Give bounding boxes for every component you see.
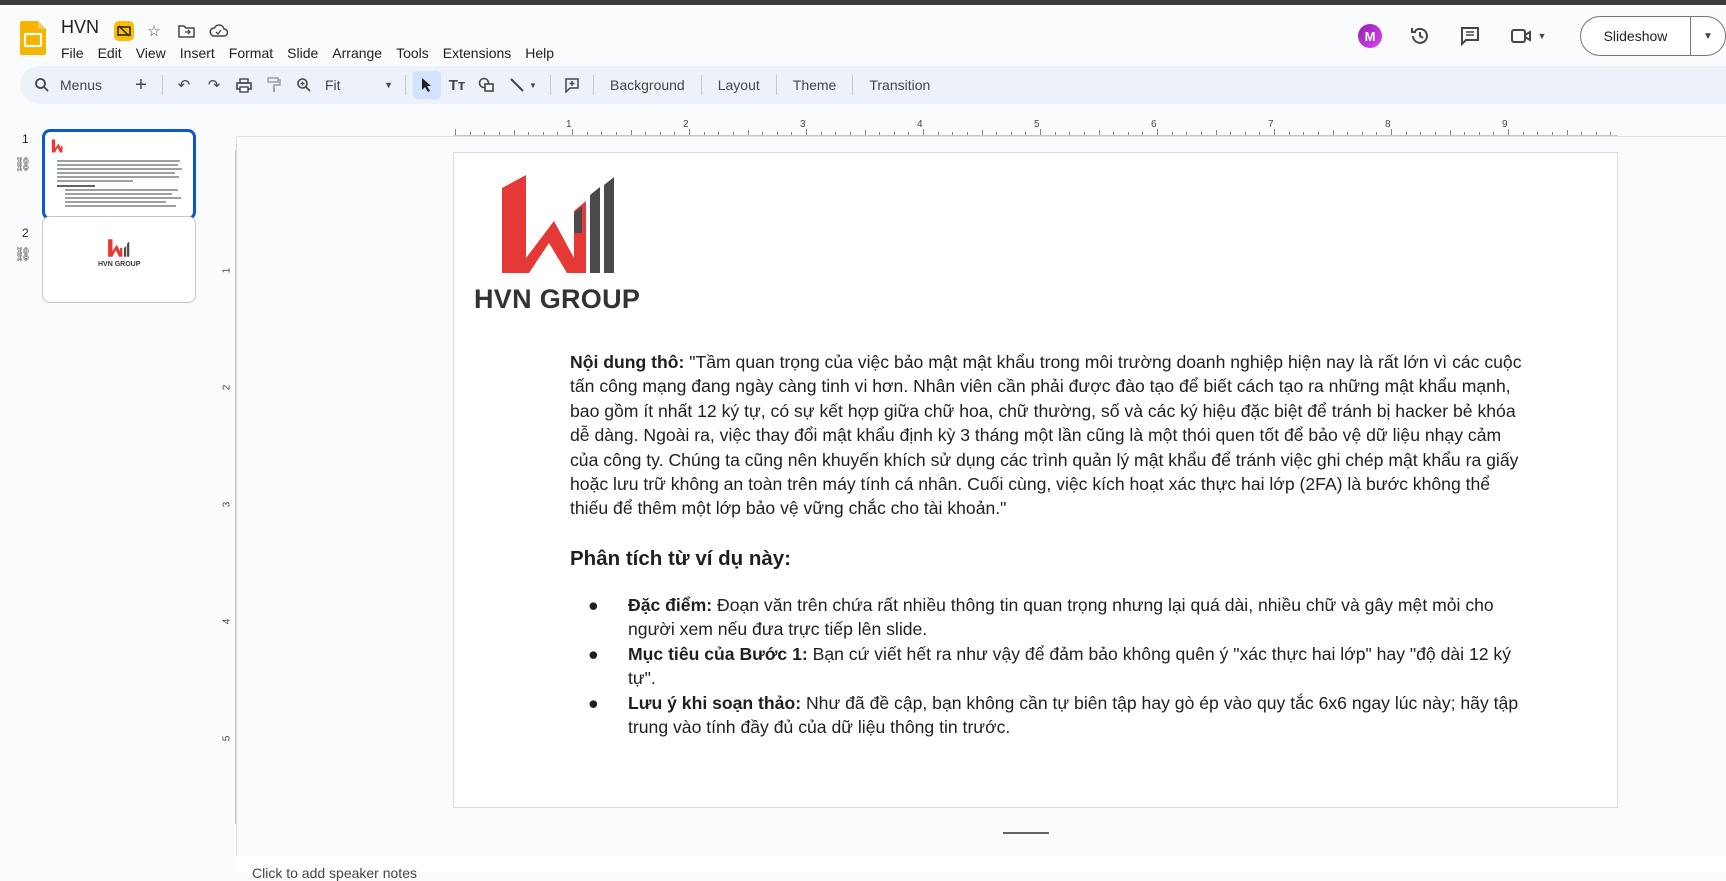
zoom-icon xyxy=(296,77,312,93)
vertical-ruler xyxy=(221,150,236,824)
ruler-label: 6 xyxy=(1151,119,1157,130)
ruler-tick xyxy=(748,130,749,135)
speaker-notes[interactable] xyxy=(236,856,1726,881)
ruler-tick xyxy=(982,130,983,135)
select-tool-button[interactable] xyxy=(413,71,441,99)
bullet-text: Bạn cứ viết hết ra như vậy để đảm bảo không quên ý "xác thực hai lớp" hay "độ dài 12 ký tự". xyxy=(628,643,1512,689)
shapes-icon xyxy=(478,77,496,93)
slide-thumbnail[interactable] xyxy=(42,216,196,303)
slideshow-label[interactable]: Slideshow xyxy=(1581,17,1691,55)
toolbar-divider xyxy=(593,75,594,95)
ruler-tick xyxy=(514,130,515,135)
new-slide-button[interactable] xyxy=(127,71,155,99)
ruler-tick xyxy=(1099,130,1100,135)
toolbar xyxy=(20,66,1726,104)
video-camera-icon xyxy=(1510,27,1532,45)
menu-help[interactable]: Help xyxy=(525,45,555,61)
ruler-tick xyxy=(1596,132,1597,135)
ruler-tick xyxy=(1274,129,1275,135)
bullet-item xyxy=(570,593,1530,642)
ruler-tick xyxy=(865,130,866,135)
raw-content-text: "Tầm quan trọng của việc bảo mật mật khẩu trong môi trường doanh nghiệp hiện nay là rất lớn vì các cuộc tấn công mạng đang ngày càng tinh vi hơn. Nhân viên cần phải được đào tạo để biết cách tạo ra những mật khẩu mạnh, bao gồm ít nhất 12 ký tự, có sự kết hợp giữa chữ hoa, chữ thường, số và các ký hiệu đặc biệt để tránh bị hacker bẻ khóa dễ dàng. Ngoài ra, việc thay đổi mật khẩu định kỳ 3 tháng một lần cũng là một thói quen tốt để bảo vệ dữ liệu nhạy cảm của công ty. Chúng ta cũng nên khuyến khích sử dụng các trình quản lý mật khẩu để tránh việc ghi chép mật khẩu ra giấy hoặc lưu trữ không an toàn trên máy tính cá nhân. Cuối cùng, việc kích hoạt xác thực hai lớp (2FA) là bước không thể thiếu để thêm một lớp bảo vệ vững chắc cho tài khoản." xyxy=(570,352,1522,519)
ruler-label: 2 xyxy=(221,384,233,391)
menu-edit[interactable]: Edit xyxy=(97,45,122,61)
linked-slide-icon: ⛓ xyxy=(14,246,32,262)
ruler-tick xyxy=(1289,132,1290,135)
menu-file[interactable]: File xyxy=(61,45,84,61)
ruler-tick xyxy=(791,132,792,135)
ruler-tick xyxy=(952,132,953,135)
toolbar-divider xyxy=(701,75,702,95)
ruler-tick xyxy=(1113,132,1114,135)
toolbar-divider xyxy=(405,75,406,95)
version-history-button[interactable] xyxy=(1400,16,1440,56)
slide-number: 1 xyxy=(22,132,29,146)
thumbnail-text-lines xyxy=(57,160,183,209)
star-icon[interactable]: ☆ xyxy=(147,23,161,40)
raw-content-label: Nội dung thô: xyxy=(570,352,685,372)
title-icons xyxy=(114,19,230,43)
ruler-tick xyxy=(543,132,544,135)
ruler-tick xyxy=(1523,132,1524,135)
ruler-tick xyxy=(1581,132,1582,135)
ruler-label: 2 xyxy=(683,119,689,130)
extension-m-icon: M xyxy=(1358,24,1382,48)
ruler-tick xyxy=(455,129,456,135)
ruler-tick xyxy=(733,132,734,135)
ruler-tick xyxy=(1610,132,1611,135)
print-button[interactable] xyxy=(230,71,258,99)
linked-slide-icon: ⛓ xyxy=(14,156,32,172)
zoom-value: Fit xyxy=(325,77,341,93)
menus-search-label: Menus xyxy=(60,77,103,93)
add-comment-button[interactable] xyxy=(558,71,586,99)
menu-slide[interactable]: Slide xyxy=(287,45,319,61)
slide-thumbnail[interactable] xyxy=(42,129,196,220)
menu-extensions[interactable]: Extensions xyxy=(442,45,512,61)
ruler-tick xyxy=(806,129,807,135)
ruler-tick xyxy=(1376,132,1377,135)
horizontal-ruler xyxy=(453,118,1618,136)
app-header xyxy=(0,5,1726,65)
zoom-button[interactable] xyxy=(290,71,318,99)
menu-insert[interactable]: Insert xyxy=(179,45,215,61)
ruler-tick xyxy=(1435,132,1436,135)
plus-icon: + xyxy=(135,73,147,96)
ruler-tick xyxy=(1172,132,1173,135)
ruler-tick xyxy=(1464,132,1465,135)
line-icon xyxy=(509,77,525,93)
ruler-tick xyxy=(908,132,909,135)
ruler-tick xyxy=(1552,132,1553,135)
ruler-tick xyxy=(1391,129,1392,135)
background-button[interactable]: Background xyxy=(610,77,685,93)
ruler-tick xyxy=(1216,130,1217,135)
speaker-notes-placeholder: Click to add speaker notes xyxy=(252,865,417,881)
bullet-label: Mục tiêu của Bước 1: xyxy=(628,643,808,664)
ruler-tick xyxy=(470,132,471,135)
ruler-tick xyxy=(1450,130,1451,135)
ruler-tick xyxy=(689,129,690,135)
redo-icon: ↷ xyxy=(207,77,221,94)
ruler-tick xyxy=(1259,132,1260,135)
bullet-text: Đoạn văn trên chứa rất nhiều thông tin quan trọng nhưng lại quá dài, nhiều chữ và gây mệt mỏi cho người xem nếu đưa trực tiếp lên slide. xyxy=(628,595,1494,640)
menu-bar xyxy=(54,43,561,63)
ruler-tick xyxy=(631,130,632,135)
ruler-tick xyxy=(1186,132,1187,135)
slideshow-dropdown-icon[interactable]: ▼ xyxy=(1703,30,1713,42)
ruler-tick xyxy=(1128,132,1129,135)
history-icon xyxy=(1409,25,1431,47)
ruler-tick xyxy=(1025,132,1026,135)
ruler-tick xyxy=(616,132,617,135)
ruler-tick xyxy=(557,132,558,135)
undo-button[interactable] xyxy=(170,71,198,99)
ruler-tick xyxy=(1040,129,1041,135)
paint-format-button[interactable] xyxy=(260,71,288,99)
ruler-tick xyxy=(996,132,997,135)
ruler-label: 7 xyxy=(1268,119,1274,130)
toolbar-divider xyxy=(550,75,551,95)
ruler-tick xyxy=(660,132,661,135)
ruler-tick xyxy=(587,132,588,135)
notes-resize-handle[interactable] xyxy=(1003,832,1049,834)
search-icon xyxy=(34,77,50,93)
ruler-tick xyxy=(1303,132,1304,135)
ruler-tick xyxy=(528,132,529,135)
ruler-tick xyxy=(499,132,500,135)
ruler-tick xyxy=(1318,132,1319,135)
slide-filmstrip xyxy=(0,122,205,862)
ruler-tick xyxy=(850,132,851,135)
ruler-tick xyxy=(1084,132,1085,135)
ruler-tick xyxy=(645,132,646,135)
bullet-dot-icon: ● xyxy=(588,692,599,713)
slide-number: 2 xyxy=(22,226,29,240)
move-folder-icon[interactable] xyxy=(174,19,198,43)
extension-button[interactable] xyxy=(1350,16,1390,56)
shape-button[interactable] xyxy=(473,71,501,99)
ruler-label: 3 xyxy=(800,119,806,130)
line-button[interactable] xyxy=(503,71,543,99)
ruler-tick xyxy=(967,132,968,135)
hvn-logo-icon xyxy=(474,173,624,293)
cursor-arrow-icon xyxy=(420,77,434,93)
raw-content-paragraph[interactable] xyxy=(570,350,1530,521)
ruler-tick xyxy=(1230,132,1231,135)
ruler-tick xyxy=(1245,132,1246,135)
ruler-label: 8 xyxy=(1385,119,1391,130)
menu-format[interactable]: Format xyxy=(228,45,274,61)
slideshow-button[interactable] xyxy=(1580,16,1726,56)
toolbar-divider xyxy=(852,75,853,95)
menu-arrange[interactable]: Arrange xyxy=(332,45,383,61)
ruler-tick xyxy=(879,132,880,135)
transition-button[interactable]: Transition xyxy=(869,77,931,93)
hvn-logo-text: HVN GROUP xyxy=(474,284,641,314)
menus-search[interactable] xyxy=(30,71,126,99)
bullet-dot-icon: ● xyxy=(588,643,599,664)
ruler-tick xyxy=(601,132,602,135)
print-icon xyxy=(236,78,252,93)
meet-button[interactable] xyxy=(1500,16,1556,56)
text-box-icon: Tт xyxy=(448,76,466,94)
thumbnail-logo xyxy=(51,136,69,156)
ruler-tick xyxy=(674,132,675,135)
bullet-label: Lưu ý khi soạn thảo: xyxy=(628,692,802,713)
theme-button[interactable]: Theme xyxy=(792,77,837,93)
ruler-label: 1 xyxy=(566,119,572,130)
ruler-tick xyxy=(1406,132,1407,135)
ruler-tick xyxy=(1537,132,1538,135)
ruler-tick xyxy=(1347,132,1348,135)
ruler-tick xyxy=(1508,129,1509,135)
bullet-dot-icon: ● xyxy=(588,595,599,615)
comments-button[interactable] xyxy=(1450,16,1490,56)
ruler-label: 5 xyxy=(221,735,233,742)
ruler-tick xyxy=(1479,132,1480,135)
chevron-down-icon: ▼ xyxy=(1537,31,1547,41)
menu-tools[interactable]: Tools xyxy=(396,45,429,61)
ruler-label: 3 xyxy=(221,501,233,508)
slides-logo-icon[interactable] xyxy=(20,21,46,55)
ruler-tick xyxy=(572,129,573,135)
ruler-tick xyxy=(1201,132,1202,135)
bullet-label: Đặc điểm: xyxy=(628,595,713,615)
ruler-tick xyxy=(1142,132,1143,135)
ruler-tick xyxy=(1069,132,1070,135)
ruler-tick xyxy=(1055,132,1056,135)
ruler-tick xyxy=(762,132,763,135)
ruler-tick xyxy=(777,132,778,135)
ruler-tick xyxy=(894,132,895,135)
bullet-text: Như đã đề cập, bạn không cần tự biên tập hay gò ép vào quy tắc 6x6 ngay lúc này; hãy tập trung vào tính đầy đủ của dữ liệu thông tin trước. xyxy=(628,692,1519,738)
redo-button[interactable] xyxy=(200,71,228,99)
bullet-item xyxy=(570,691,1530,740)
chevron-down-icon: ▼ xyxy=(529,80,537,90)
ruler-tick xyxy=(1333,130,1334,135)
ruler-tick xyxy=(1493,132,1494,135)
ruler-tick xyxy=(704,132,705,135)
cloud-saved-icon[interactable] xyxy=(206,19,230,43)
ruler-tick xyxy=(484,132,485,135)
toolbar-divider xyxy=(776,75,777,95)
layout-button[interactable]: Layout xyxy=(717,77,760,93)
analysis-heading[interactable]: Phân tích từ ví dụ này: xyxy=(570,547,792,570)
thumbnail-logo-text: HVN GROUP xyxy=(98,261,141,268)
thumbnail-logo xyxy=(107,237,131,259)
comment-icon xyxy=(1459,25,1481,47)
undo-icon: ↶ xyxy=(177,77,191,94)
ruler-tick xyxy=(1567,130,1568,135)
ruler-tick xyxy=(923,129,924,135)
document-title[interactable]: HVN xyxy=(61,17,100,37)
analysis-bullet-list[interactable] xyxy=(570,593,1530,739)
chevron-down-icon: ▼ xyxy=(384,80,393,90)
header-actions xyxy=(1340,15,1726,57)
add-comment-icon xyxy=(564,77,580,93)
ruler-tick xyxy=(718,132,719,135)
ruler-tick xyxy=(938,132,939,135)
slide[interactable] xyxy=(453,152,1618,808)
menu-view[interactable]: View xyxy=(135,45,166,61)
toolbar-divider xyxy=(162,75,163,95)
ruler-label: 1 xyxy=(221,267,233,274)
ruler-tick xyxy=(1420,132,1421,135)
ruler-label: 5 xyxy=(1034,119,1040,130)
zoom-select[interactable] xyxy=(319,77,399,93)
ruler-tick xyxy=(835,132,836,135)
ruler-tick xyxy=(1011,132,1012,135)
bullet-item xyxy=(570,642,1530,691)
ruler-tick xyxy=(821,132,822,135)
paint-format-icon xyxy=(267,77,281,93)
ruler-tick xyxy=(1362,132,1363,135)
ruler-label: 9 xyxy=(1502,119,1508,130)
ruler-tick xyxy=(1157,129,1158,135)
text-box-button[interactable] xyxy=(443,71,471,99)
ruler-label: 4 xyxy=(917,119,923,130)
slides-badge-icon[interactable] xyxy=(114,21,134,41)
ruler-label: 4 xyxy=(221,618,233,625)
